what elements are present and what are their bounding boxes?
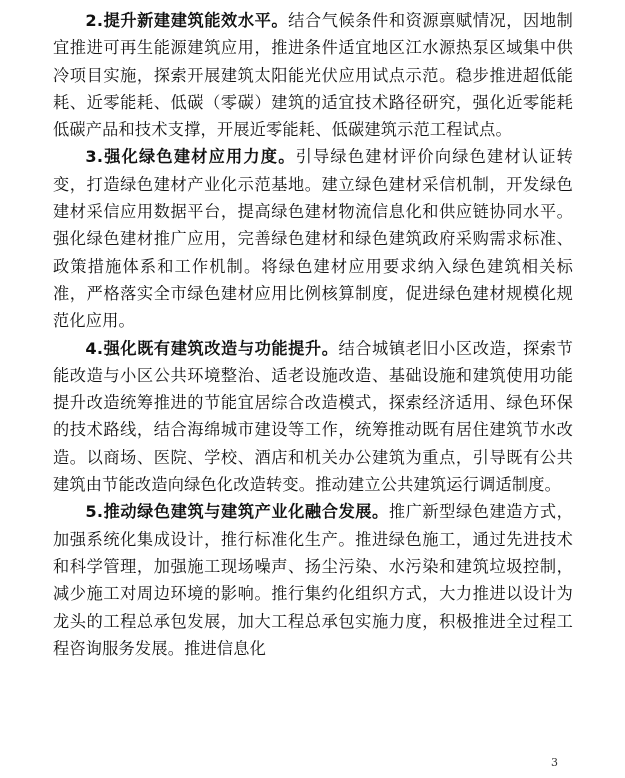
paragraph-heading: 2.提升新建建筑能效水平。 <box>85 11 289 30</box>
paragraph-body: 结合城镇老旧小区改造，探索节能改造与小区公共环境整治、适老设施改造、基础设施和建筑使用功能提升改造统筹推进的节能宜居综合改造模式，探索经济适用、绿色环保的技术路线，结合海绵城市建设等工作，统筹推动既有居住建筑节水改造。以商场、医院、学校、酒店和机关办公建筑为重点，引导既有公共建筑由节能改造向绿色化改造转变。推动建立公共建筑运行调适制度。 <box>53 338 573 495</box>
paragraph-body: 推广新型绿色建造方式，加强系统化集成设计，推行标准化生产。推进绿色施工，通过先进技术和科学管理，加强施工现场噪声、扬尘污染、水污染和建筑垃圾控制，减少施工对周边环境的影响。推行集约化组织方式，大力推进以设计为龙头的工程总承包发展，加大工程总承包实施力度，积极推进全过程工程咨询服务发展。推进信息化 <box>53 502 573 658</box>
paragraph-4 <box>53 335 573 499</box>
paragraph-2 <box>53 7 573 143</box>
paragraph-3 <box>53 143 573 334</box>
paragraph-heading: 3.强化绿色建材应用力度。 <box>85 147 296 167</box>
paragraph-body: 结合气候条件和资源禀赋情况，因地制宜推进可再生能源建筑应用，推进条件适宜地区江水源热泵区域集中供冷项目实施，探索开展建筑太阳能光伏应用试点示范。稳步推进超低能耗、近零能耗、低碳（零碳）建筑的适宜技术路径研究，强化近零能耗低碳产品和技术支撑，开展近零能耗、低碳建筑示范工程试点。 <box>53 11 573 140</box>
paragraph-body: 引导绿色建材评价向绿色建材认证转变，打造绿色建材产业化示范基地。建立绿色建材采信机制，开发绿色建材采信应用数据平台，提高绿色建材物流信息化和供应链协同水平。强化绿色建材推广应用，完善绿色建材和绿色建筑政府采购需求标准、政策措施体系和工作机制。将绿色建材应用要求纳入绿色建筑相关标准，严格落实全市绿色建材应用比例核算制度，促进绿色建材规模化规范化应用。 <box>53 147 574 331</box>
paragraph-heading: 5.推动绿色建筑与建筑产业化融合发展。 <box>85 502 389 522</box>
document-page <box>53 7 573 662</box>
paragraph-5 <box>53 498 573 662</box>
paragraph-heading: 4.强化既有建筑改造与功能提升。 <box>85 338 339 358</box>
page-number: 3 <box>551 756 558 769</box>
